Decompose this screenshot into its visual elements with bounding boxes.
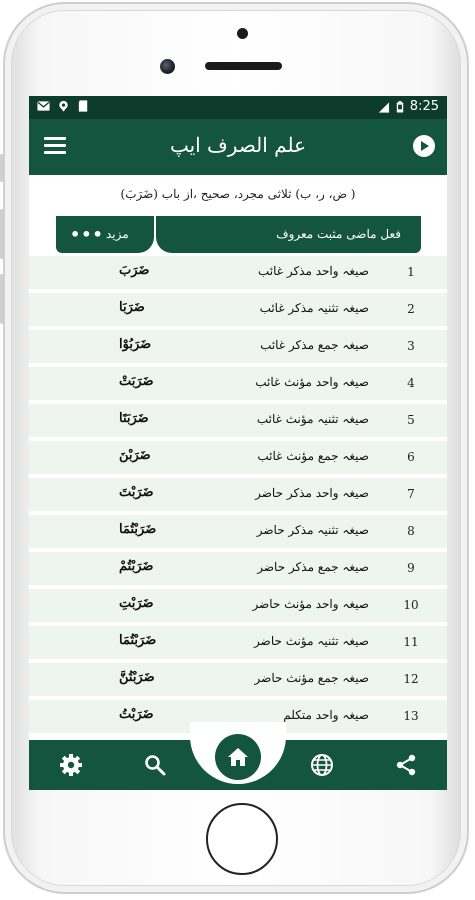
row-description: صیغہ جمع مذکر حاضر bbox=[257, 560, 369, 574]
front-camera bbox=[160, 59, 175, 74]
row-description: صیغہ واحد مذکر غائب bbox=[257, 264, 369, 278]
table-row[interactable] bbox=[29, 478, 447, 511]
row-number: 9 bbox=[407, 561, 415, 575]
row-word: ضَرَبْنَ bbox=[119, 448, 151, 463]
row-description: صیغہ تثنیہ مؤنث حاضر bbox=[254, 634, 369, 648]
conjugation-list bbox=[29, 256, 447, 737]
row-word: ضَرَبُوْا bbox=[119, 337, 152, 352]
app-bar bbox=[29, 119, 447, 175]
lte-signal-icon bbox=[377, 101, 390, 113]
row-description: صیغہ تثنیہ مذکر غائب bbox=[259, 301, 369, 315]
earpiece-speaker bbox=[205, 62, 282, 70]
row-number: 2 bbox=[407, 302, 415, 316]
row-word: ضَرَبْتُمْ bbox=[119, 559, 154, 574]
mail-icon bbox=[37, 100, 50, 112]
row-number: 10 bbox=[403, 598, 419, 612]
tab-main[interactable] bbox=[156, 216, 421, 253]
table-row[interactable] bbox=[29, 293, 447, 326]
phone-volume-up bbox=[0, 209, 4, 259]
settings-icon[interactable] bbox=[59, 753, 83, 777]
home-icon bbox=[227, 746, 249, 768]
table-row[interactable] bbox=[29, 552, 447, 585]
row-word: ضَرَبْتُمَا bbox=[119, 522, 157, 537]
row-word: ضَرَبَ bbox=[119, 263, 150, 278]
bottom-nav bbox=[29, 740, 447, 790]
row-number: 6 bbox=[407, 450, 415, 464]
row-description: صیغہ جمع مذکر غائب bbox=[260, 338, 369, 352]
tab-bar bbox=[56, 216, 421, 256]
table-row[interactable] bbox=[29, 663, 447, 696]
row-description: صیغہ جمع مؤنث حاضر bbox=[254, 671, 369, 685]
search-icon[interactable] bbox=[143, 753, 167, 777]
row-word: ضَرَبَتَا bbox=[119, 411, 149, 426]
row-word: ضَرَبَا bbox=[119, 300, 145, 315]
row-number: 3 bbox=[407, 339, 415, 353]
battery-icon bbox=[396, 101, 404, 113]
row-word: ضَرَبَتْ bbox=[119, 374, 154, 389]
row-word: ضَرَبْتُ bbox=[119, 707, 154, 722]
row-description: صیغہ واحد مؤنث غائب bbox=[255, 375, 369, 389]
row-number: 1 bbox=[407, 265, 415, 279]
table-row[interactable] bbox=[29, 441, 447, 474]
row-number: 11 bbox=[403, 635, 419, 649]
home-button[interactable] bbox=[215, 734, 261, 780]
tab-more-label: مزید bbox=[106, 227, 129, 241]
tab-more[interactable] bbox=[56, 216, 154, 253]
row-number: 7 bbox=[407, 487, 415, 501]
table-row[interactable] bbox=[29, 256, 447, 289]
tab-main-label: فعل ماضی مثبت معروف bbox=[276, 227, 401, 241]
row-number: 5 bbox=[407, 413, 415, 427]
row-number: 13 bbox=[403, 709, 419, 723]
phone-home-button[interactable] bbox=[206, 803, 278, 875]
subtitle: ( ض، ر، ب) ثلاثی مجرد، صحیح ،از باب (ضَرَبَ) bbox=[120, 187, 356, 201]
row-description: صیغہ واحد مؤنث حاضر bbox=[252, 597, 369, 611]
row-number: 4 bbox=[407, 376, 415, 390]
row-word: ضَرَبْتُنَّ bbox=[119, 670, 155, 685]
row-description: صیغہ واحد متکلم bbox=[283, 708, 369, 722]
phone-volume-down bbox=[0, 274, 4, 324]
status-bar bbox=[29, 96, 447, 119]
row-word: ضَرَبْتَ bbox=[119, 485, 154, 500]
globe-icon[interactable] bbox=[310, 753, 334, 777]
location-icon bbox=[57, 100, 70, 112]
more-dots-icon: ••• bbox=[70, 225, 104, 244]
app-title: علم الصرف ایپ bbox=[169, 133, 307, 157]
row-description: صیغہ جمع مؤنث غائب bbox=[257, 449, 369, 463]
row-word: ضَرَبْتِ bbox=[119, 596, 154, 611]
table-row[interactable] bbox=[29, 330, 447, 363]
row-description: صیغہ تثنیہ مذکر حاضر bbox=[256, 523, 369, 537]
sd-card-icon bbox=[77, 100, 90, 112]
app-screen bbox=[29, 96, 447, 790]
row-number: 12 bbox=[403, 672, 419, 686]
row-description: صیغہ واحد مذکر حاضر bbox=[255, 486, 369, 500]
play-icon[interactable] bbox=[413, 135, 435, 157]
status-time: 8:25 bbox=[409, 99, 439, 114]
row-description: صیغہ تثنیہ مؤنث غائب bbox=[256, 412, 369, 426]
row-number: 8 bbox=[407, 524, 415, 538]
table-row[interactable] bbox=[29, 626, 447, 659]
table-row[interactable] bbox=[29, 367, 447, 400]
table-row[interactable] bbox=[29, 404, 447, 437]
table-row[interactable] bbox=[29, 589, 447, 622]
proximity-sensor bbox=[237, 28, 248, 39]
phone-mute-switch bbox=[0, 154, 4, 182]
row-word: ضَرَبْتُمَا bbox=[119, 633, 157, 648]
share-icon[interactable] bbox=[394, 753, 418, 777]
table-row[interactable] bbox=[29, 515, 447, 548]
